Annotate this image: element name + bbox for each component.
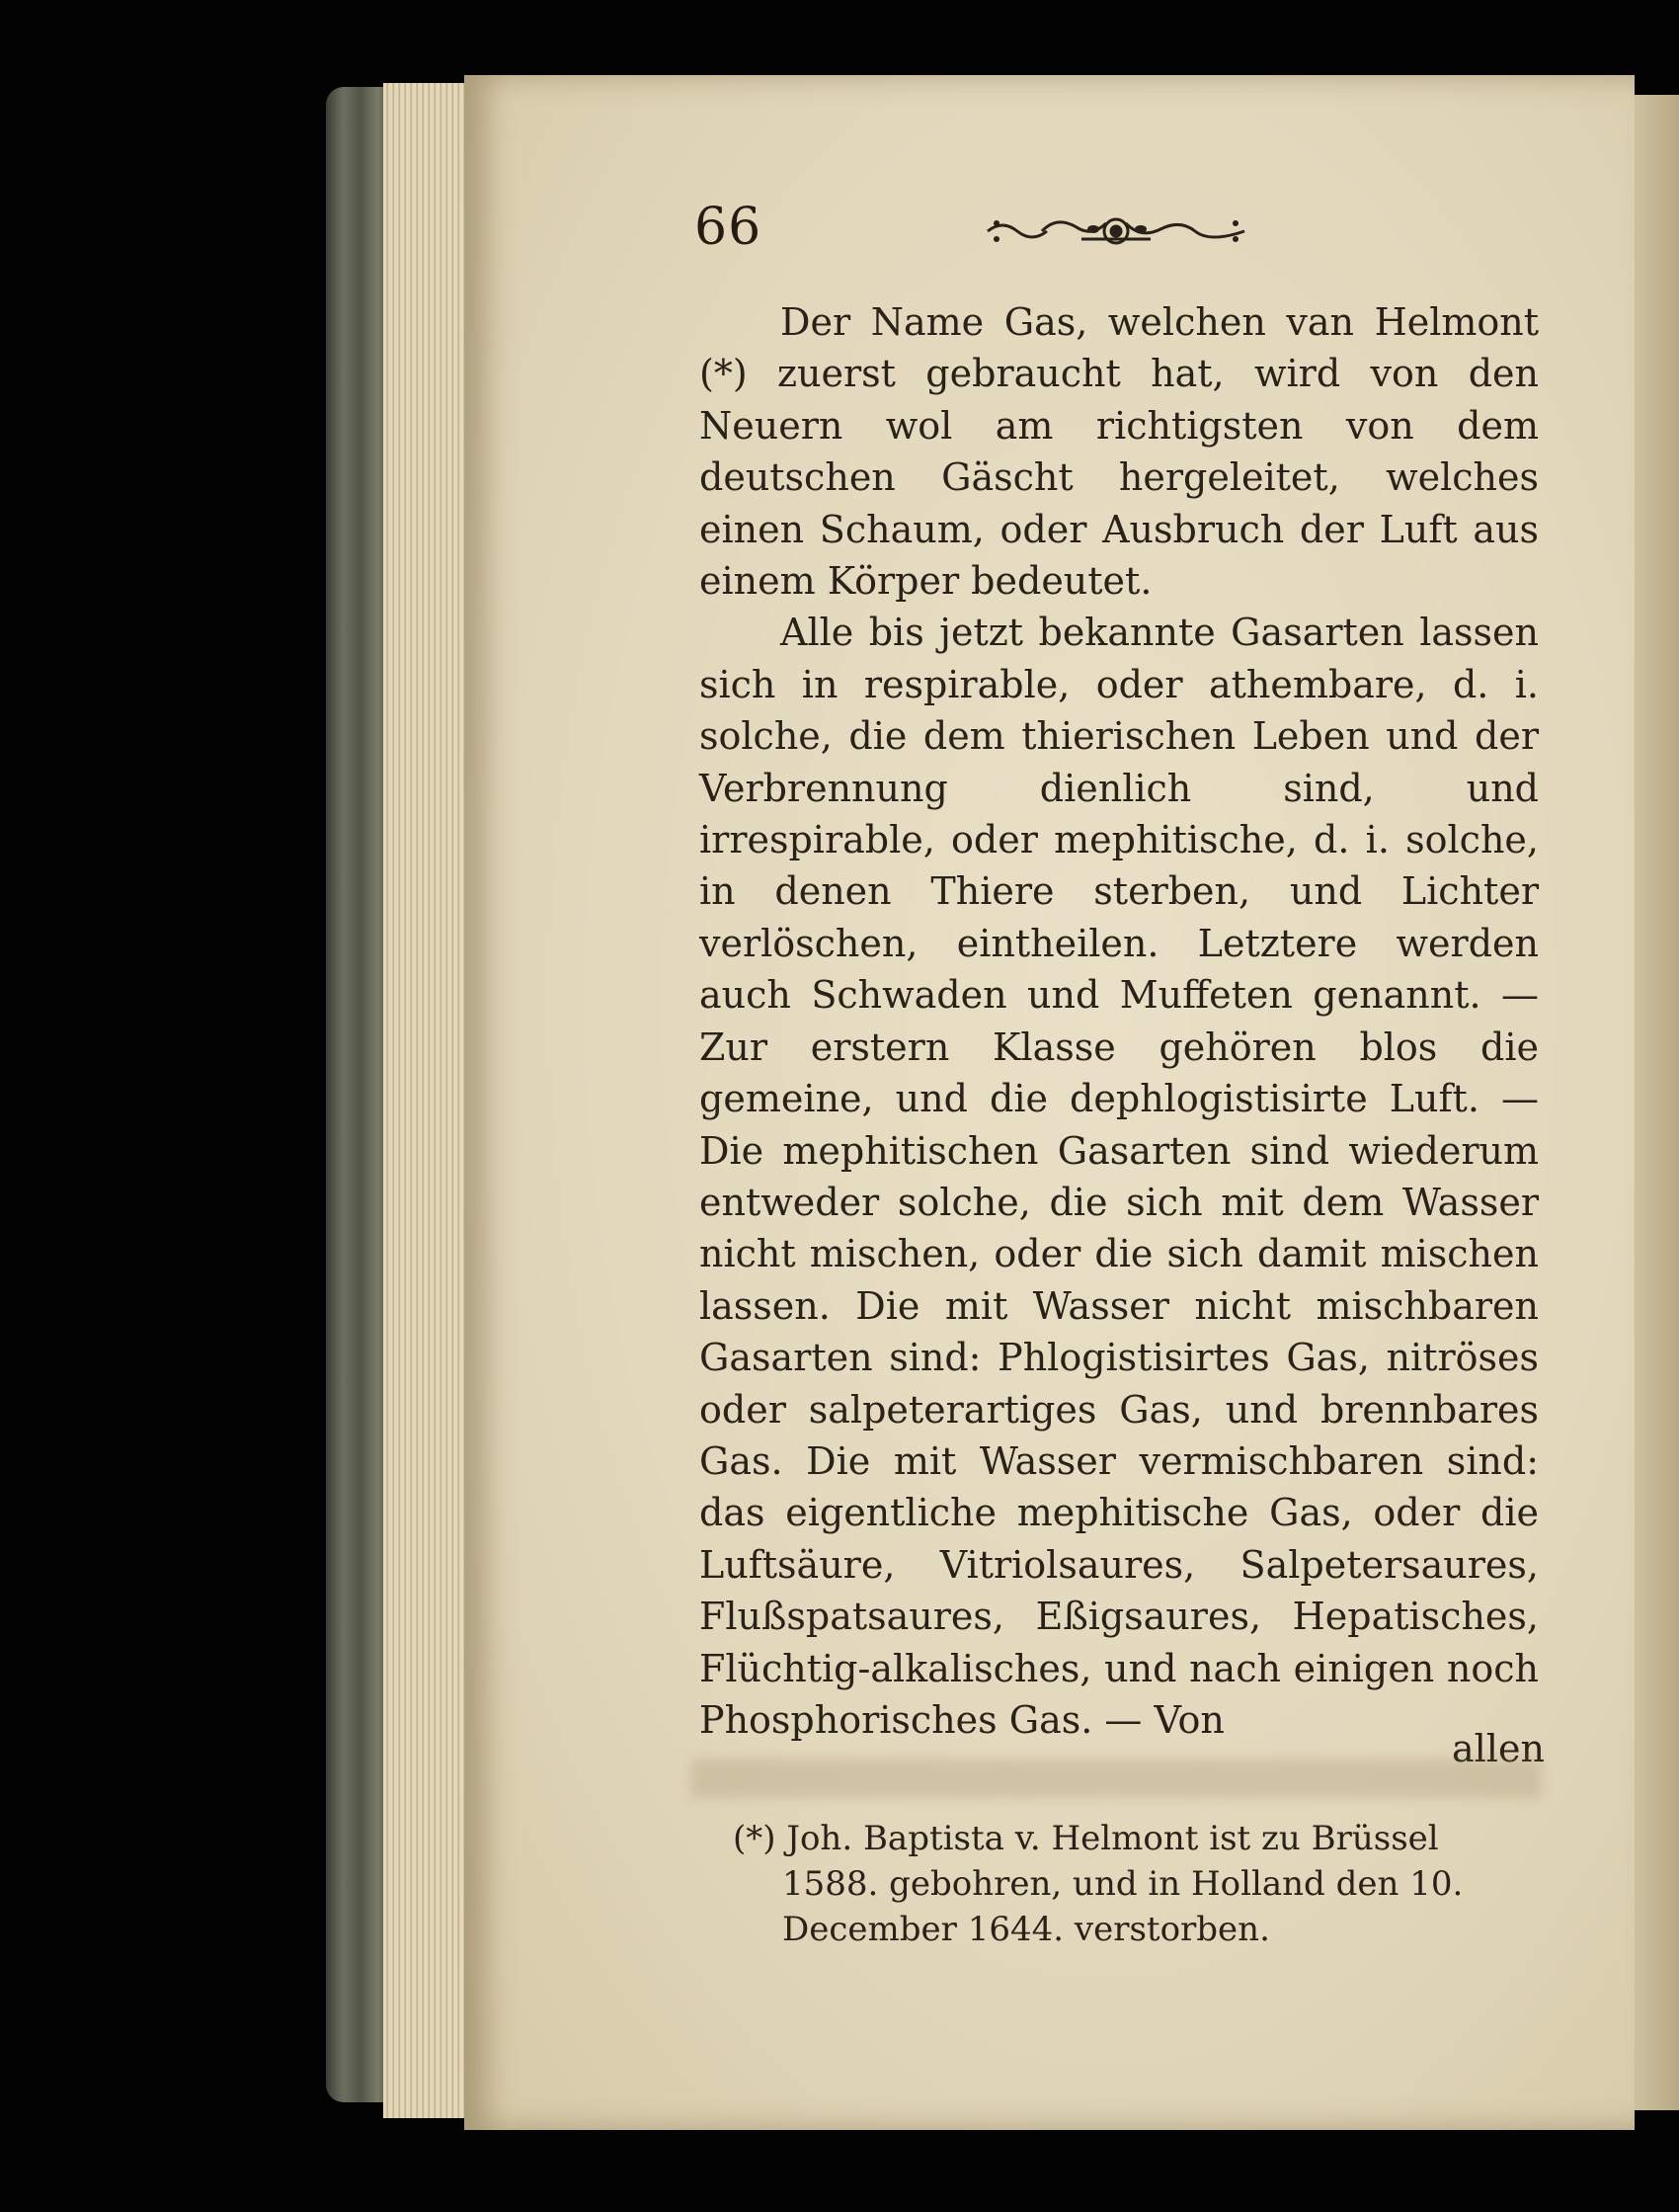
catchword: allen — [1452, 1727, 1545, 1770]
page-number: 66 — [694, 198, 762, 257]
paragraph-gas-name: Der Name Gas, welchen van Helmont (*) zuerst gebraucht hat, wird von den Neuern wol am richtigsten von dem deutschen Gäscht hergeleitet, welches einen Schaum, oder Ausbruch der Luft aus einem Körper bedeutet. — [699, 300, 1539, 604]
main-text — [699, 296, 1539, 1746]
paragraph-gas-types: Alle bis jetzt bekannte Gasarten lassen sich in respirable, oder athembare, d. i. solche, die dem thierischen Leben und der Verbrennung dienlich sind, und irrespirable, oder mephitische, d. i. solche, in denen Thiere sterben, und Lichter verlöschen, eintheilen. Letztere werden auch Schwaden und Muffeten genannt. — Zur erstern Klasse gehören blos die gemeine, und die dephlogistisirte Luft. — Die mephitischen Gasarten sind wiederum entweder solche, die sich mit dem Wasser nicht mischen, oder die sich damit mischen lassen. Die mit Wasser nicht mischbaren Gasarten sind: Phlogistisirtes Gas, nitröses oder salpeterartiges Gas, und brennbares Gas. Die mit Wasser vermischbaren sind: das eigentliche mephitische Gas, oder die Luftsäure, Vitriolsaures, Salpetersaures, Flußspatsaures, Eßigsaures, Hepatisches, Flüchtig-alkalisches, und nach einigen noch Phosphorisches Gas. — Von — [699, 611, 1539, 1742]
bleed-through-stain — [691, 1759, 1541, 1798]
footnote-text: (*) Joh. Baptista v. Helmont ist zu Brüssel 1588. gebohren, und in Holland den 10. December 1644. verstorben. — [733, 1819, 1464, 1949]
footnote — [733, 1816, 1538, 1952]
vine-ornament-icon — [983, 209, 1249, 253]
opposite-page-edge — [1630, 95, 1679, 2110]
